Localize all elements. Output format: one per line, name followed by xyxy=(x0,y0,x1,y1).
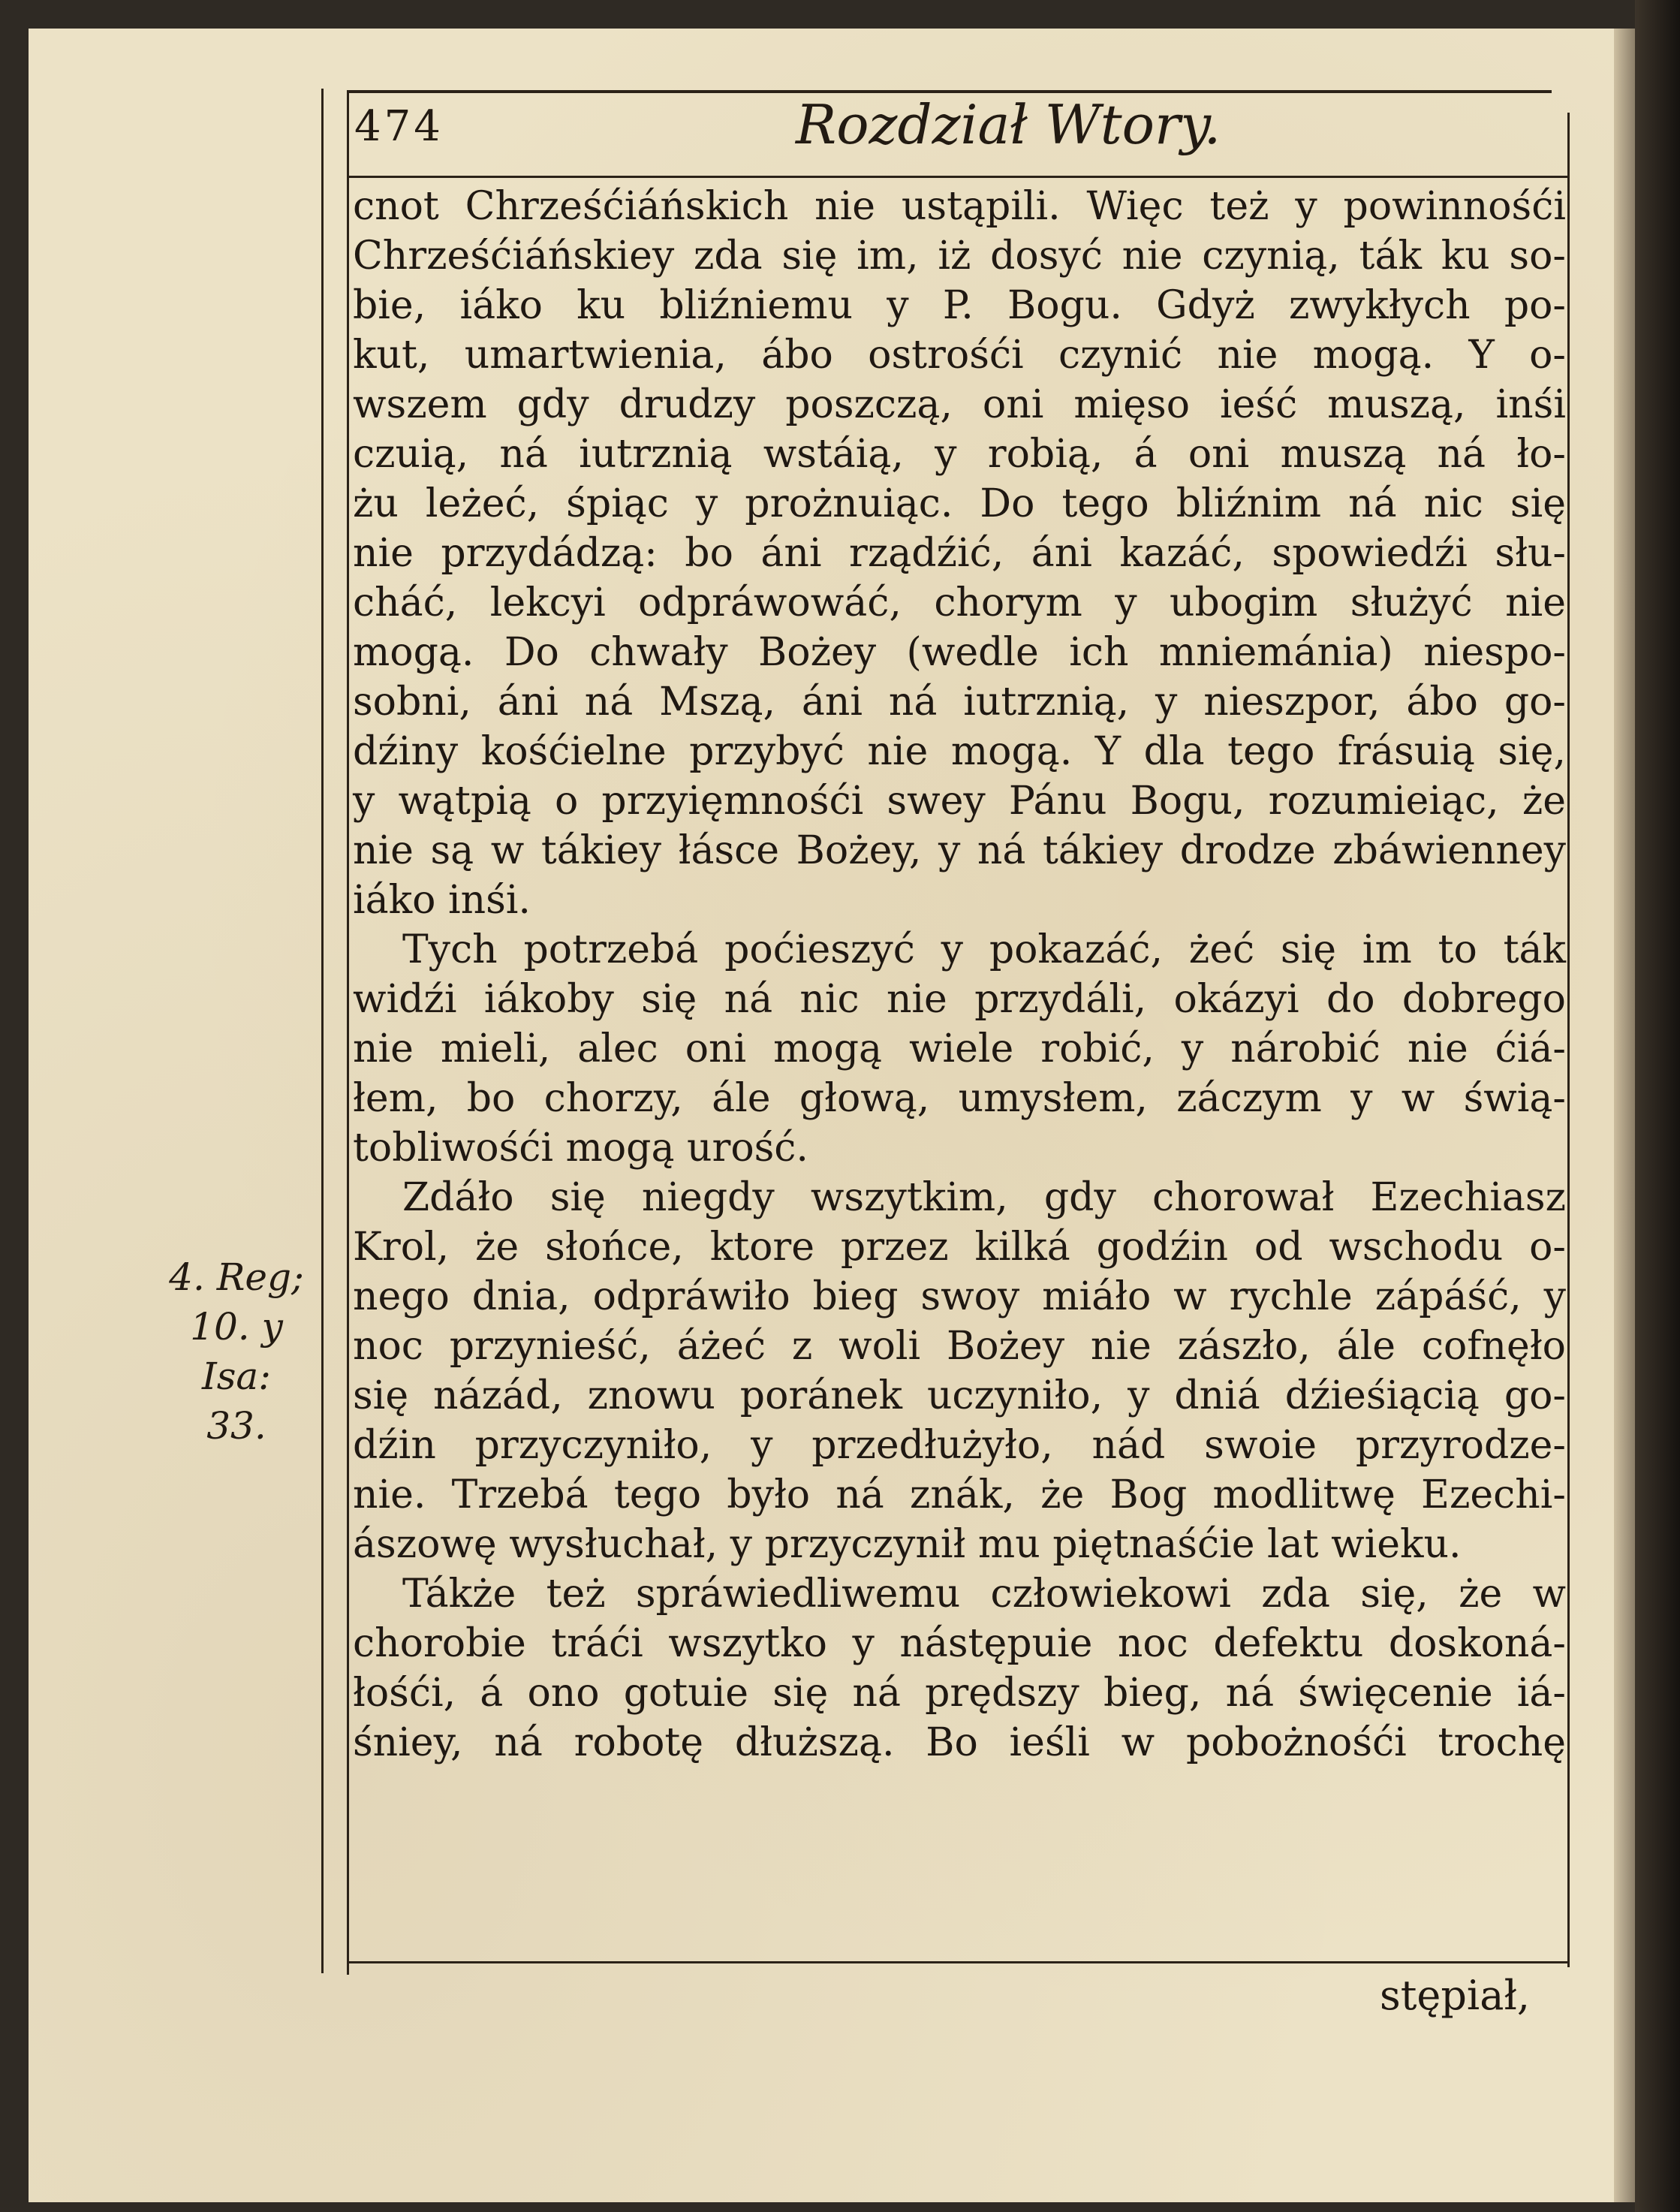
frame-left-rule xyxy=(347,90,349,1975)
text-line: łem, bo chorzy, ále głową, umysłem, záczym y w świą- xyxy=(353,1076,1566,1121)
text-line: dźiny kośćielne przybyć nie mogą. Y dla tego frásuią się, xyxy=(353,729,1566,774)
text-line: bie, iáko ku bliźniemu y P. Bogu. Gdyż zwykłych po- xyxy=(353,283,1566,328)
text-line: nie. Trzebá tego było ná znák, że Bog modlitwę Ezechi- xyxy=(353,1472,1566,1517)
text-line: Tych potrzebá poćieszyć y pokazáć, żeć się im to ták xyxy=(402,927,1566,972)
body-text xyxy=(353,182,1566,1767)
running-head: Rozdział Wtory. xyxy=(796,93,1221,156)
text-line: mogą. Do chwały Bożey (wedle ich mniemánia) niespo- xyxy=(353,630,1566,675)
text-line: tobliwośći mogą urość. xyxy=(353,1126,808,1171)
text-line: dźin przyczyniło, y przedłużyło, nád swoie przyrodze- xyxy=(353,1423,1566,1468)
margin-note-line: 4. Reg; xyxy=(169,1255,304,1299)
text-line: cnot Chrześćiáńskich nie ustąpili. Więc też y powinnośći xyxy=(353,184,1566,229)
text-line: chorobie tráći wszytko y nástępuie noc defektu doskoná- xyxy=(353,1621,1566,1666)
text-line: się názád, znowu poránek uczyniło, y dniá dźieśiącią go- xyxy=(353,1373,1566,1418)
page-edge-shadow xyxy=(1614,29,1635,2202)
text-line: Krol, że słońce, ktore przez kilká godźin od wschodu o- xyxy=(353,1225,1566,1270)
text-line: ászowę wysłuchał, y przyczynił mu piętnaśćie lat wieku. xyxy=(353,1522,1462,1567)
frame-left-outer-rule xyxy=(321,89,324,1973)
text-line: nie przydádzą: bo áni rządźić, áni kazáć, spowiedźi słu- xyxy=(353,531,1566,576)
text-line: czuią, ná iutrznią wstáią, y robią, á oni muszą ná ło- xyxy=(353,432,1566,477)
text-line: łośći, á ono gotuie się ná prędszy bieg, ná święcenie iá- xyxy=(353,1671,1566,1716)
text-line: Chrześćiáńskiey zda się im, iż dosyć nie czynią, ták ku so- xyxy=(353,234,1566,279)
text-line: żu leżeć, śpiąc y prożnuiąc. Do tego bliźnim ná nic się xyxy=(353,481,1566,526)
text-line: Tákże też spráwiedliwemu człowiekowi zda się, że w xyxy=(402,1572,1566,1617)
text-line: nie są w tákiey łásce Bożey, y ná tákiey drodze zbáwienney xyxy=(353,828,1566,873)
text-line: śniey, ná robotę dłuższą. Bo ieśli w pobożnośći trochę xyxy=(353,1720,1566,1765)
text-line: sobni, áni ná Mszą, áni ná iutrznią, y nieszpor, ábo go- xyxy=(353,680,1566,725)
margin-note xyxy=(150,1252,323,1451)
text-line: kut, umartwienia, ábo ostrośći czynić nie mogą. Y o- xyxy=(353,333,1566,378)
header-rule xyxy=(347,176,1567,178)
book-spine xyxy=(1635,0,1680,2212)
text-line: widźi iákoby się ná nic nie przydáli, okázyi do dobrego xyxy=(353,977,1566,1022)
page-number: 474 xyxy=(354,102,444,151)
text-line: Zdáło się niegdy wszytkim, gdy chorował Ezechiasz xyxy=(402,1175,1566,1220)
text-line: iáko inśi. xyxy=(353,878,531,923)
text-line: y wątpią o przyięmnośći swey Pánu Bogu, rozumieiąc, że xyxy=(353,779,1566,824)
text-line: nie mieli, alec oni mogą wiele robić, y nárobić nie ćiá- xyxy=(353,1026,1566,1071)
text-line: noc przynieść, áżeć z woli Bożey nie zászło, ále cofnęło xyxy=(353,1324,1566,1369)
text-line: wszem gdy drudzy poszczą, oni mięso ieść muszą, inśi xyxy=(353,382,1566,427)
text-line: nego dnia, odpráwiło bieg swoy miáło w rychle zápáść, y xyxy=(353,1274,1566,1319)
bottom-rule xyxy=(347,1961,1567,1963)
catchword: stępiał, xyxy=(1380,1972,1531,2019)
frame-right-rule xyxy=(1567,113,1570,1967)
margin-note-line: 33. xyxy=(206,1404,266,1448)
margin-note-line: 10. y Isa: xyxy=(190,1305,283,1398)
text-line: cháć, lekcyi odpráwowáć, chorym y ubogim służyć nie xyxy=(353,580,1566,625)
